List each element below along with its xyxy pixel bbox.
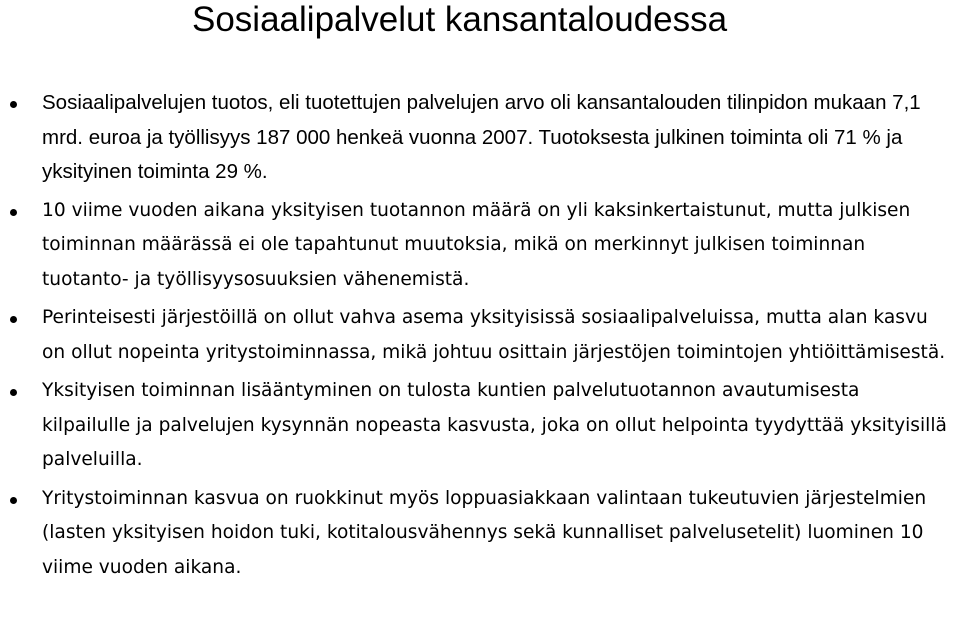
bullet-text-organizations: Perinteisesti järjestöillä on ollut vahva asema yksityisissä sosiaalipalveluissa, mutta alan kasvu on ollut nopeinta yritystoiminnassa, mikä johtuu osittain järjestöjen toimintojen yhtiöittämisestä.	[42, 307, 946, 363]
bullet-dot-icon	[10, 209, 17, 216]
bullet-text-competition: Yksityisen toiminnan lisääntyminen on tulosta kuntien palvelutuotannon avautumisesta kilpailulle ja palvelujen kysynnän nopeasta kasvusta, joka on ollut helpointa tyydyttää yksityisillä palveluilla.	[42, 380, 947, 470]
bullet-dot-icon	[10, 497, 17, 504]
bullet-text-customer-choice: Yritystoiminnan kasvua on ruokkinut myös loppuasiakkaan valintaan tukeutuvien järjestelmien (lasten yksityisen hoidon tuki, kotitalousvähennys sekä kunnalliset palvelusetelit) luominen 10 viime vuoden aikana.	[42, 487, 927, 578]
bullet-item-organizations	[0, 301, 960, 370]
bullet-item-customer-choice	[0, 482, 960, 586]
bullet-dot-icon	[10, 389, 17, 396]
bullet-item-private-growth	[0, 194, 960, 298]
bullet-list	[0, 86, 960, 589]
bullet-dot-icon	[10, 316, 17, 323]
bullet-item-competition	[0, 374, 960, 478]
bullet-dot-icon	[10, 101, 17, 108]
bullet-item-production	[0, 86, 960, 190]
bullet-text-production: Sosiaalipalvelujen tuotos, eli tuotettujen palvelujen arvo oli kansantalouden tilinpidon mukaan 7,1 mrd. euroa ja työllisyys 187 000 henkeä vuonna 2007. Tuotoksesta julkinen toiminta oli 71 % ja yksityinen toiminta 29 %.	[42, 91, 921, 183]
slide-title: Sosiaalipalvelut kansantaloudessa	[192, 0, 728, 39]
bullet-text-private-growth: 10 viime vuoden aikana yksityisen tuotannon määrä on yli kaksinkertaistunut, mutta julkisen toiminnan määrässä ei ole tapahtunut muutoksia, mikä on merkinnyt julkisen toiminnan tuotanto- ja työllisyysosuuksien vähenemistä.	[42, 199, 911, 290]
